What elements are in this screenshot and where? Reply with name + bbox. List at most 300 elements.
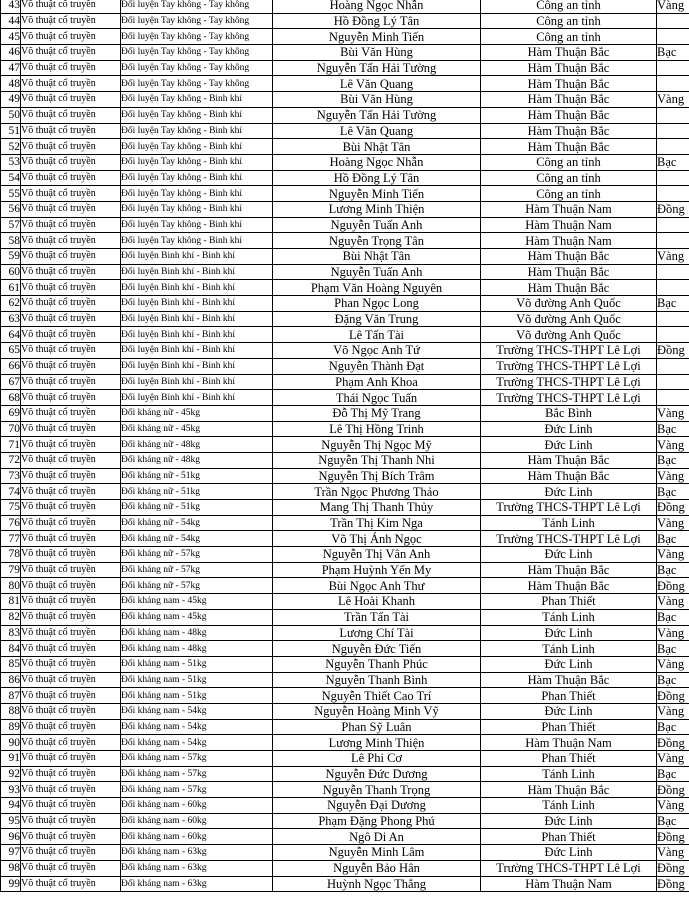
table-row — [1, 421, 689, 437]
sport-cell: Võ thuật cổ truyền — [21, 594, 121, 610]
row-number: 66 — [1, 358, 21, 374]
athlete-name-cell: Nguyễn Tấn Hải Tường — [273, 60, 481, 76]
medal-cell: Vàng — [657, 703, 689, 719]
sport-cell: Võ thuật cổ truyền — [21, 107, 121, 123]
unit-cell: Hàm Thuận Bắc — [481, 782, 657, 798]
event-cell: Đối kháng nữ - 51kg — [121, 468, 273, 484]
medal-cell: Vàng — [657, 0, 689, 13]
event-cell: Đối luyện Binh khí - Binh khí — [121, 358, 273, 374]
row-number: 68 — [1, 390, 21, 406]
unit-cell: Trường THCS-THPT Lê Lợi — [481, 860, 657, 876]
sport-cell: Võ thuật cổ truyền — [21, 688, 121, 704]
sport-cell: Võ thuật cổ truyền — [21, 484, 121, 500]
table-row — [1, 249, 689, 265]
table-row — [1, 264, 689, 280]
row-number: 94 — [1, 798, 21, 814]
medal-cell: Đồng — [657, 201, 689, 217]
athlete-name-cell: Hồ Đồng Lý Tân — [273, 13, 481, 29]
row-number: 92 — [1, 766, 21, 782]
event-cell: Đối kháng nam - 60kg — [121, 829, 273, 845]
row-number: 88 — [1, 703, 21, 719]
athlete-name-cell: Võ Ngọc Anh Tứ — [273, 343, 481, 359]
row-number: 61 — [1, 280, 21, 296]
event-cell: Đối luyện Binh khí - Binh khí — [121, 390, 273, 406]
table-row — [1, 29, 689, 45]
sport-cell: Võ thuật cổ truyền — [21, 405, 121, 421]
sport-cell: Võ thuật cổ truyền — [21, 123, 121, 139]
event-cell: Đối kháng nữ - 51kg — [121, 484, 273, 500]
medal-cell: Vàng — [657, 92, 689, 108]
table-row — [1, 13, 689, 29]
sport-cell: Võ thuật cổ truyền — [21, 421, 121, 437]
athlete-name-cell: Đỗ Thị Mỹ Trang — [273, 405, 481, 421]
row-number: 57 — [1, 217, 21, 233]
sport-cell: Võ thuật cổ truyền — [21, 327, 121, 343]
event-cell: Đối luyện Tay không - Binh khí — [121, 92, 273, 108]
athlete-name-cell: Nguyễn Thị Bích Trâm — [273, 468, 481, 484]
medal-cell: Vàng — [657, 625, 689, 641]
table-row — [1, 60, 689, 76]
medal-cell: Bạc — [657, 766, 689, 782]
medal-cell — [657, 107, 689, 123]
row-number: 79 — [1, 562, 21, 578]
medal-cell — [657, 358, 689, 374]
row-number: 90 — [1, 735, 21, 751]
table-row — [1, 76, 689, 92]
sport-cell: Võ thuật cổ truyền — [21, 170, 121, 186]
sport-cell: Võ thuật cổ truyền — [21, 860, 121, 876]
athlete-name-cell: Trần Tấn Tài — [273, 609, 481, 625]
table-row — [1, 766, 689, 782]
event-cell: Đối kháng nam - 45kg — [121, 609, 273, 625]
unit-cell: Hàm Thuận Bắc — [481, 60, 657, 76]
medal-cell — [657, 60, 689, 76]
medal-cell: Bạc — [657, 562, 689, 578]
athlete-name-cell: Nguyễn Bảo Hân — [273, 860, 481, 876]
athlete-name-cell: Nguyễn Tuấn Anh — [273, 217, 481, 233]
athlete-name-cell: Nguyễn Đức Dương — [273, 766, 481, 782]
event-cell: Đối kháng nam - 63kg — [121, 845, 273, 861]
event-cell: Đối luyện Tay không - Binh khí — [121, 107, 273, 123]
event-cell: Đối kháng nam - 63kg — [121, 876, 273, 892]
unit-cell: Đức Linh — [481, 845, 657, 861]
table-row — [1, 578, 689, 594]
athlete-name-cell: Bùi Văn Hùng — [273, 45, 481, 61]
medal-cell — [657, 76, 689, 92]
unit-cell: Đức Linh — [481, 421, 657, 437]
unit-cell: Hàm Thuận Bắc — [481, 280, 657, 296]
medal-cell — [657, 170, 689, 186]
sport-cell: Võ thuật cổ truyền — [21, 845, 121, 861]
event-cell: Đối kháng nữ - 57kg — [121, 578, 273, 594]
unit-cell: Công an tỉnh — [481, 29, 657, 45]
medal-cell — [657, 233, 689, 249]
sport-cell: Võ thuật cổ truyền — [21, 656, 121, 672]
medal-cell: Đồng — [657, 860, 689, 876]
row-number: 43 — [1, 0, 21, 13]
medal-cell: Đồng — [657, 578, 689, 594]
table-row — [1, 201, 689, 217]
medal-cell: Bạc — [657, 452, 689, 468]
athlete-name-cell: Huỳnh Ngọc Thắng — [273, 876, 481, 892]
sport-cell: Võ thuật cổ truyền — [21, 766, 121, 782]
unit-cell: Tánh Linh — [481, 766, 657, 782]
unit-cell: Hàm Thuận Bắc — [481, 468, 657, 484]
athlete-name-cell: Hoàng Ngọc Nhẫn — [273, 0, 481, 13]
row-number: 53 — [1, 154, 21, 170]
unit-cell: Hàm Thuận Nam — [481, 735, 657, 751]
medal-cell: Vàng — [657, 405, 689, 421]
athlete-name-cell: Phạm Anh Khoa — [273, 374, 481, 390]
event-cell: Đối kháng nữ - 54kg — [121, 515, 273, 531]
row-number: 64 — [1, 327, 21, 343]
sport-cell: Võ thuật cổ truyền — [21, 829, 121, 845]
table-row — [1, 123, 689, 139]
event-cell: Đối luyện Tay không - Binh khí — [121, 123, 273, 139]
table-row — [1, 468, 689, 484]
row-number: 58 — [1, 233, 21, 249]
row-number: 65 — [1, 343, 21, 359]
athlete-name-cell: Nguyễn Đại Dương — [273, 798, 481, 814]
medal-cell: Vàng — [657, 798, 689, 814]
medal-cell: Vàng — [657, 594, 689, 610]
table-row — [1, 562, 689, 578]
sport-cell: Võ thuật cổ truyền — [21, 798, 121, 814]
unit-cell: Hàm Thuận Nam — [481, 233, 657, 249]
table-row — [1, 547, 689, 563]
table-row — [1, 641, 689, 657]
athlete-name-cell: Nguyễn Tấn Hải Tường — [273, 107, 481, 123]
medal-cell — [657, 311, 689, 327]
medal-cell: Vàng — [657, 845, 689, 861]
row-number: 99 — [1, 876, 21, 892]
medal-cell: Bạc — [657, 672, 689, 688]
medal-cell: Vàng — [657, 515, 689, 531]
athlete-name-cell: Hoàng Ngọc Nhẫn — [273, 154, 481, 170]
unit-cell: Hàm Thuận Bắc — [481, 76, 657, 92]
unit-cell: Hàm Thuận Bắc — [481, 139, 657, 155]
unit-cell: Hàm Thuận Bắc — [481, 92, 657, 108]
table-row — [1, 531, 689, 547]
event-cell: Đối luyện Binh khí - Binh khí — [121, 280, 273, 296]
row-number: 67 — [1, 374, 21, 390]
athlete-name-cell: Phan Sỹ Luân — [273, 719, 481, 735]
sport-cell: Võ thuật cổ truyền — [21, 249, 121, 265]
table-row — [1, 374, 689, 390]
event-cell: Đối kháng nam - 60kg — [121, 813, 273, 829]
event-cell: Đối luyện Binh khí - Binh khí — [121, 374, 273, 390]
table-row — [1, 672, 689, 688]
sport-cell: Võ thuật cổ truyền — [21, 735, 121, 751]
row-number: 78 — [1, 547, 21, 563]
sport-cell: Võ thuật cổ truyền — [21, 264, 121, 280]
athlete-name-cell: Lê Thị Hồng Trinh — [273, 421, 481, 437]
table-row — [1, 515, 689, 531]
athlete-name-cell: Nguyễn Minh Tiến — [273, 29, 481, 45]
row-number: 98 — [1, 860, 21, 876]
results-table-body — [1, 0, 689, 892]
table-row — [1, 829, 689, 845]
table-row — [1, 484, 689, 500]
row-number: 97 — [1, 845, 21, 861]
row-number: 56 — [1, 201, 21, 217]
unit-cell: Tánh Linh — [481, 798, 657, 814]
athlete-name-cell: Đặng Văn Trung — [273, 311, 481, 327]
event-cell: Đối luyện Tay không - Binh khí — [121, 186, 273, 202]
event-cell: Đối kháng nữ - 57kg — [121, 547, 273, 563]
unit-cell: Đức Linh — [481, 813, 657, 829]
sport-cell: Võ thuật cổ truyền — [21, 76, 121, 92]
athlete-name-cell: Lương Chí Tài — [273, 625, 481, 641]
row-number: 63 — [1, 311, 21, 327]
sport-cell: Võ thuật cổ truyền — [21, 29, 121, 45]
event-cell: Đối kháng nam - 54kg — [121, 703, 273, 719]
table-row — [1, 217, 689, 233]
unit-cell: Hàm Thuận Nam — [481, 217, 657, 233]
unit-cell: Công an tỉnh — [481, 154, 657, 170]
sport-cell: Võ thuật cổ truyền — [21, 60, 121, 76]
table-row — [1, 186, 689, 202]
medal-cell: Vàng — [657, 751, 689, 767]
row-number: 84 — [1, 641, 21, 657]
unit-cell: Phan Thiết — [481, 688, 657, 704]
sport-cell: Võ thuật cổ truyền — [21, 296, 121, 312]
row-number: 95 — [1, 813, 21, 829]
row-number: 82 — [1, 609, 21, 625]
medal-cell — [657, 13, 689, 29]
table-row — [1, 798, 689, 814]
medal-cell: Bạc — [657, 641, 689, 657]
table-row — [1, 751, 689, 767]
athlete-name-cell: Phạm Huỳnh Yến My — [273, 562, 481, 578]
athlete-name-cell: Nguyễn Thanh Phúc — [273, 656, 481, 672]
event-cell: Đối luyện Tay không - Binh khí — [121, 201, 273, 217]
row-number: 46 — [1, 45, 21, 61]
athlete-name-cell: Lê Văn Quang — [273, 76, 481, 92]
medal-cell — [657, 390, 689, 406]
medal-cell: Đồng — [657, 876, 689, 892]
athlete-name-cell: Trần Ngọc Phương Thảo — [273, 484, 481, 500]
unit-cell: Công an tỉnh — [481, 13, 657, 29]
athlete-name-cell: Mang Thị Thanh Thủy — [273, 500, 481, 516]
table-row — [1, 876, 689, 892]
unit-cell: Đức Linh — [481, 547, 657, 563]
row-number: 59 — [1, 249, 21, 265]
table-row — [1, 296, 689, 312]
table-row — [1, 233, 689, 249]
medal-cell: Đồng — [657, 688, 689, 704]
table-row — [1, 390, 689, 406]
event-cell: Đối luyện Tay không - Tay không — [121, 29, 273, 45]
medal-cell — [657, 374, 689, 390]
event-cell: Đối luyện Binh khí - Binh khí — [121, 296, 273, 312]
event-cell: Đối kháng nam - 54kg — [121, 719, 273, 735]
table-row — [1, 703, 689, 719]
medal-cell — [657, 264, 689, 280]
row-number: 71 — [1, 437, 21, 453]
row-number: 83 — [1, 625, 21, 641]
row-number: 70 — [1, 421, 21, 437]
unit-cell: Võ đường Anh Quốc — [481, 296, 657, 312]
event-cell: Đối kháng nam - 60kg — [121, 798, 273, 814]
sport-cell: Võ thuật cổ truyền — [21, 751, 121, 767]
sport-cell: Võ thuật cổ truyền — [21, 876, 121, 892]
medal-cell: Vàng — [657, 547, 689, 563]
event-cell: Đối kháng nam - 51kg — [121, 688, 273, 704]
event-cell: Đối luyện Binh khí - Binh khí — [121, 327, 273, 343]
event-cell: Đối luyện Tay không - Binh khí — [121, 139, 273, 155]
athlete-name-cell: Nguyễn Thiết Cao Trí — [273, 688, 481, 704]
row-number: 51 — [1, 123, 21, 139]
athlete-name-cell: Hồ Đồng Lý Tân — [273, 170, 481, 186]
unit-cell: Đức Linh — [481, 656, 657, 672]
medal-cell — [657, 217, 689, 233]
medal-cell: Bạc — [657, 154, 689, 170]
table-row — [1, 405, 689, 421]
row-number: 87 — [1, 688, 21, 704]
unit-cell: Trường THCS-THPT Lê Lợi — [481, 390, 657, 406]
event-cell: Đối kháng nữ - 57kg — [121, 562, 273, 578]
unit-cell: Hàm Thuận Nam — [481, 201, 657, 217]
sport-cell: Võ thuật cổ truyền — [21, 201, 121, 217]
medal-cell: Vàng — [657, 468, 689, 484]
event-cell: Đối kháng nam - 48kg — [121, 641, 273, 657]
unit-cell: Hàm Thuận Bắc — [481, 123, 657, 139]
row-number: 74 — [1, 484, 21, 500]
sport-cell: Võ thuật cổ truyền — [21, 374, 121, 390]
athlete-name-cell: Lê Văn Quang — [273, 123, 481, 139]
athlete-name-cell: Võ Thị Ánh Ngọc — [273, 531, 481, 547]
unit-cell: Đức Linh — [481, 625, 657, 641]
athlete-name-cell: Bùi Nhật Tân — [273, 249, 481, 265]
athlete-name-cell: Lê Hoài Khanh — [273, 594, 481, 610]
athlete-name-cell: Phan Ngọc Long — [273, 296, 481, 312]
row-number: 60 — [1, 264, 21, 280]
row-number: 54 — [1, 170, 21, 186]
medal-cell: Bạc — [657, 421, 689, 437]
table-row — [1, 437, 689, 453]
athlete-name-cell: Nguyễn Minh Lâm — [273, 845, 481, 861]
sport-cell: Võ thuật cổ truyền — [21, 311, 121, 327]
sport-cell: Võ thuật cổ truyền — [21, 343, 121, 359]
table-row — [1, 845, 689, 861]
table-row — [1, 45, 689, 61]
unit-cell: Hàm Thuận Nam — [481, 876, 657, 892]
medal-cell — [657, 139, 689, 155]
unit-cell: Hàm Thuận Bắc — [481, 264, 657, 280]
table-row — [1, 594, 689, 610]
sport-cell: Võ thuật cổ truyền — [21, 217, 121, 233]
row-number: 48 — [1, 76, 21, 92]
table-row — [1, 656, 689, 672]
table-row — [1, 782, 689, 798]
unit-cell: Đức Linh — [481, 703, 657, 719]
sport-cell: Võ thuật cổ truyền — [21, 45, 121, 61]
athlete-name-cell: Bùi Văn Hùng — [273, 92, 481, 108]
row-number: 44 — [1, 13, 21, 29]
row-number: 72 — [1, 452, 21, 468]
sport-cell: Võ thuật cổ truyền — [21, 547, 121, 563]
sport-cell: Võ thuật cổ truyền — [21, 531, 121, 547]
row-number: 91 — [1, 751, 21, 767]
sport-cell: Võ thuật cổ truyền — [21, 641, 121, 657]
athlete-name-cell: Nguyễn Minh Tiến — [273, 186, 481, 202]
unit-cell: Võ đường Anh Quốc — [481, 311, 657, 327]
event-cell: Đối kháng nam - 48kg — [121, 625, 273, 641]
event-cell: Đối kháng nam - 54kg — [121, 735, 273, 751]
event-cell: Đối luyện Tay không - Tay không — [121, 45, 273, 61]
medal-cell: Đồng — [657, 500, 689, 516]
unit-cell: Tánh Linh — [481, 609, 657, 625]
row-number: 62 — [1, 296, 21, 312]
sport-cell: Võ thuật cổ truyền — [21, 515, 121, 531]
athlete-name-cell: Bùi Ngọc Anh Thư — [273, 578, 481, 594]
athlete-name-cell: Nguyễn Thanh Bình — [273, 672, 481, 688]
sport-cell: Võ thuật cổ truyền — [21, 562, 121, 578]
event-cell: Đối kháng nam - 51kg — [121, 672, 273, 688]
table-row — [1, 609, 689, 625]
event-cell: Đối luyện Tay không - Tay không — [121, 13, 273, 29]
unit-cell: Hàm Thuận Bắc — [481, 107, 657, 123]
medal-cell: Đồng — [657, 829, 689, 845]
unit-cell: Bắc Bình — [481, 405, 657, 421]
row-number: 52 — [1, 139, 21, 155]
sport-cell: Võ thuật cổ truyền — [21, 813, 121, 829]
event-cell: Đối kháng nam - 45kg — [121, 594, 273, 610]
medal-cell: Bạc — [657, 813, 689, 829]
table-row — [1, 343, 689, 359]
event-cell: Đối luyện Tay không - Tay không — [121, 60, 273, 76]
sport-cell: Võ thuật cổ truyền — [21, 452, 121, 468]
unit-cell: Phan Thiết — [481, 751, 657, 767]
sport-cell: Võ thuật cổ truyền — [21, 390, 121, 406]
athlete-name-cell: Lương Minh Thiện — [273, 735, 481, 751]
event-cell: Đối luyện Tay không - Binh khí — [121, 170, 273, 186]
sport-cell: Võ thuật cổ truyền — [21, 703, 121, 719]
sport-cell: Võ thuật cổ truyền — [21, 186, 121, 202]
table-row — [1, 358, 689, 374]
medal-cell: Vàng — [657, 656, 689, 672]
sport-cell: Võ thuật cổ truyền — [21, 609, 121, 625]
sport-cell: Võ thuật cổ truyền — [21, 719, 121, 735]
unit-cell: Trường THCS-THPT Lê Lợi — [481, 358, 657, 374]
unit-cell: Đức Linh — [481, 484, 657, 500]
sport-cell: Võ thuật cổ truyền — [21, 358, 121, 374]
athlete-name-cell: Thái Ngọc Tuấn — [273, 390, 481, 406]
table-row — [1, 154, 689, 170]
table-row — [1, 500, 689, 516]
table-row — [1, 625, 689, 641]
event-cell: Đối kháng nam - 57kg — [121, 766, 273, 782]
sport-cell: Võ thuật cổ truyền — [21, 782, 121, 798]
unit-cell: Hàm Thuận Bắc — [481, 562, 657, 578]
row-number: 45 — [1, 29, 21, 45]
event-cell: Đối kháng nữ - 54kg — [121, 531, 273, 547]
athlete-name-cell: Lê Tấn Tài — [273, 327, 481, 343]
unit-cell: Trường THCS-THPT Lê Lợi — [481, 531, 657, 547]
row-number: 96 — [1, 829, 21, 845]
row-number: 49 — [1, 92, 21, 108]
event-cell: Đối kháng nữ - 51kg — [121, 500, 273, 516]
event-cell: Đối luyện Tay không - Binh khí — [121, 233, 273, 249]
sport-cell: Võ thuật cổ truyền — [21, 500, 121, 516]
sport-cell: Võ thuật cổ truyền — [21, 468, 121, 484]
row-number: 85 — [1, 656, 21, 672]
unit-cell: Hàm Thuận Bắc — [481, 672, 657, 688]
event-cell: Đối kháng nam - 57kg — [121, 751, 273, 767]
table-row — [1, 170, 689, 186]
event-cell: Đối kháng nam - 63kg — [121, 860, 273, 876]
